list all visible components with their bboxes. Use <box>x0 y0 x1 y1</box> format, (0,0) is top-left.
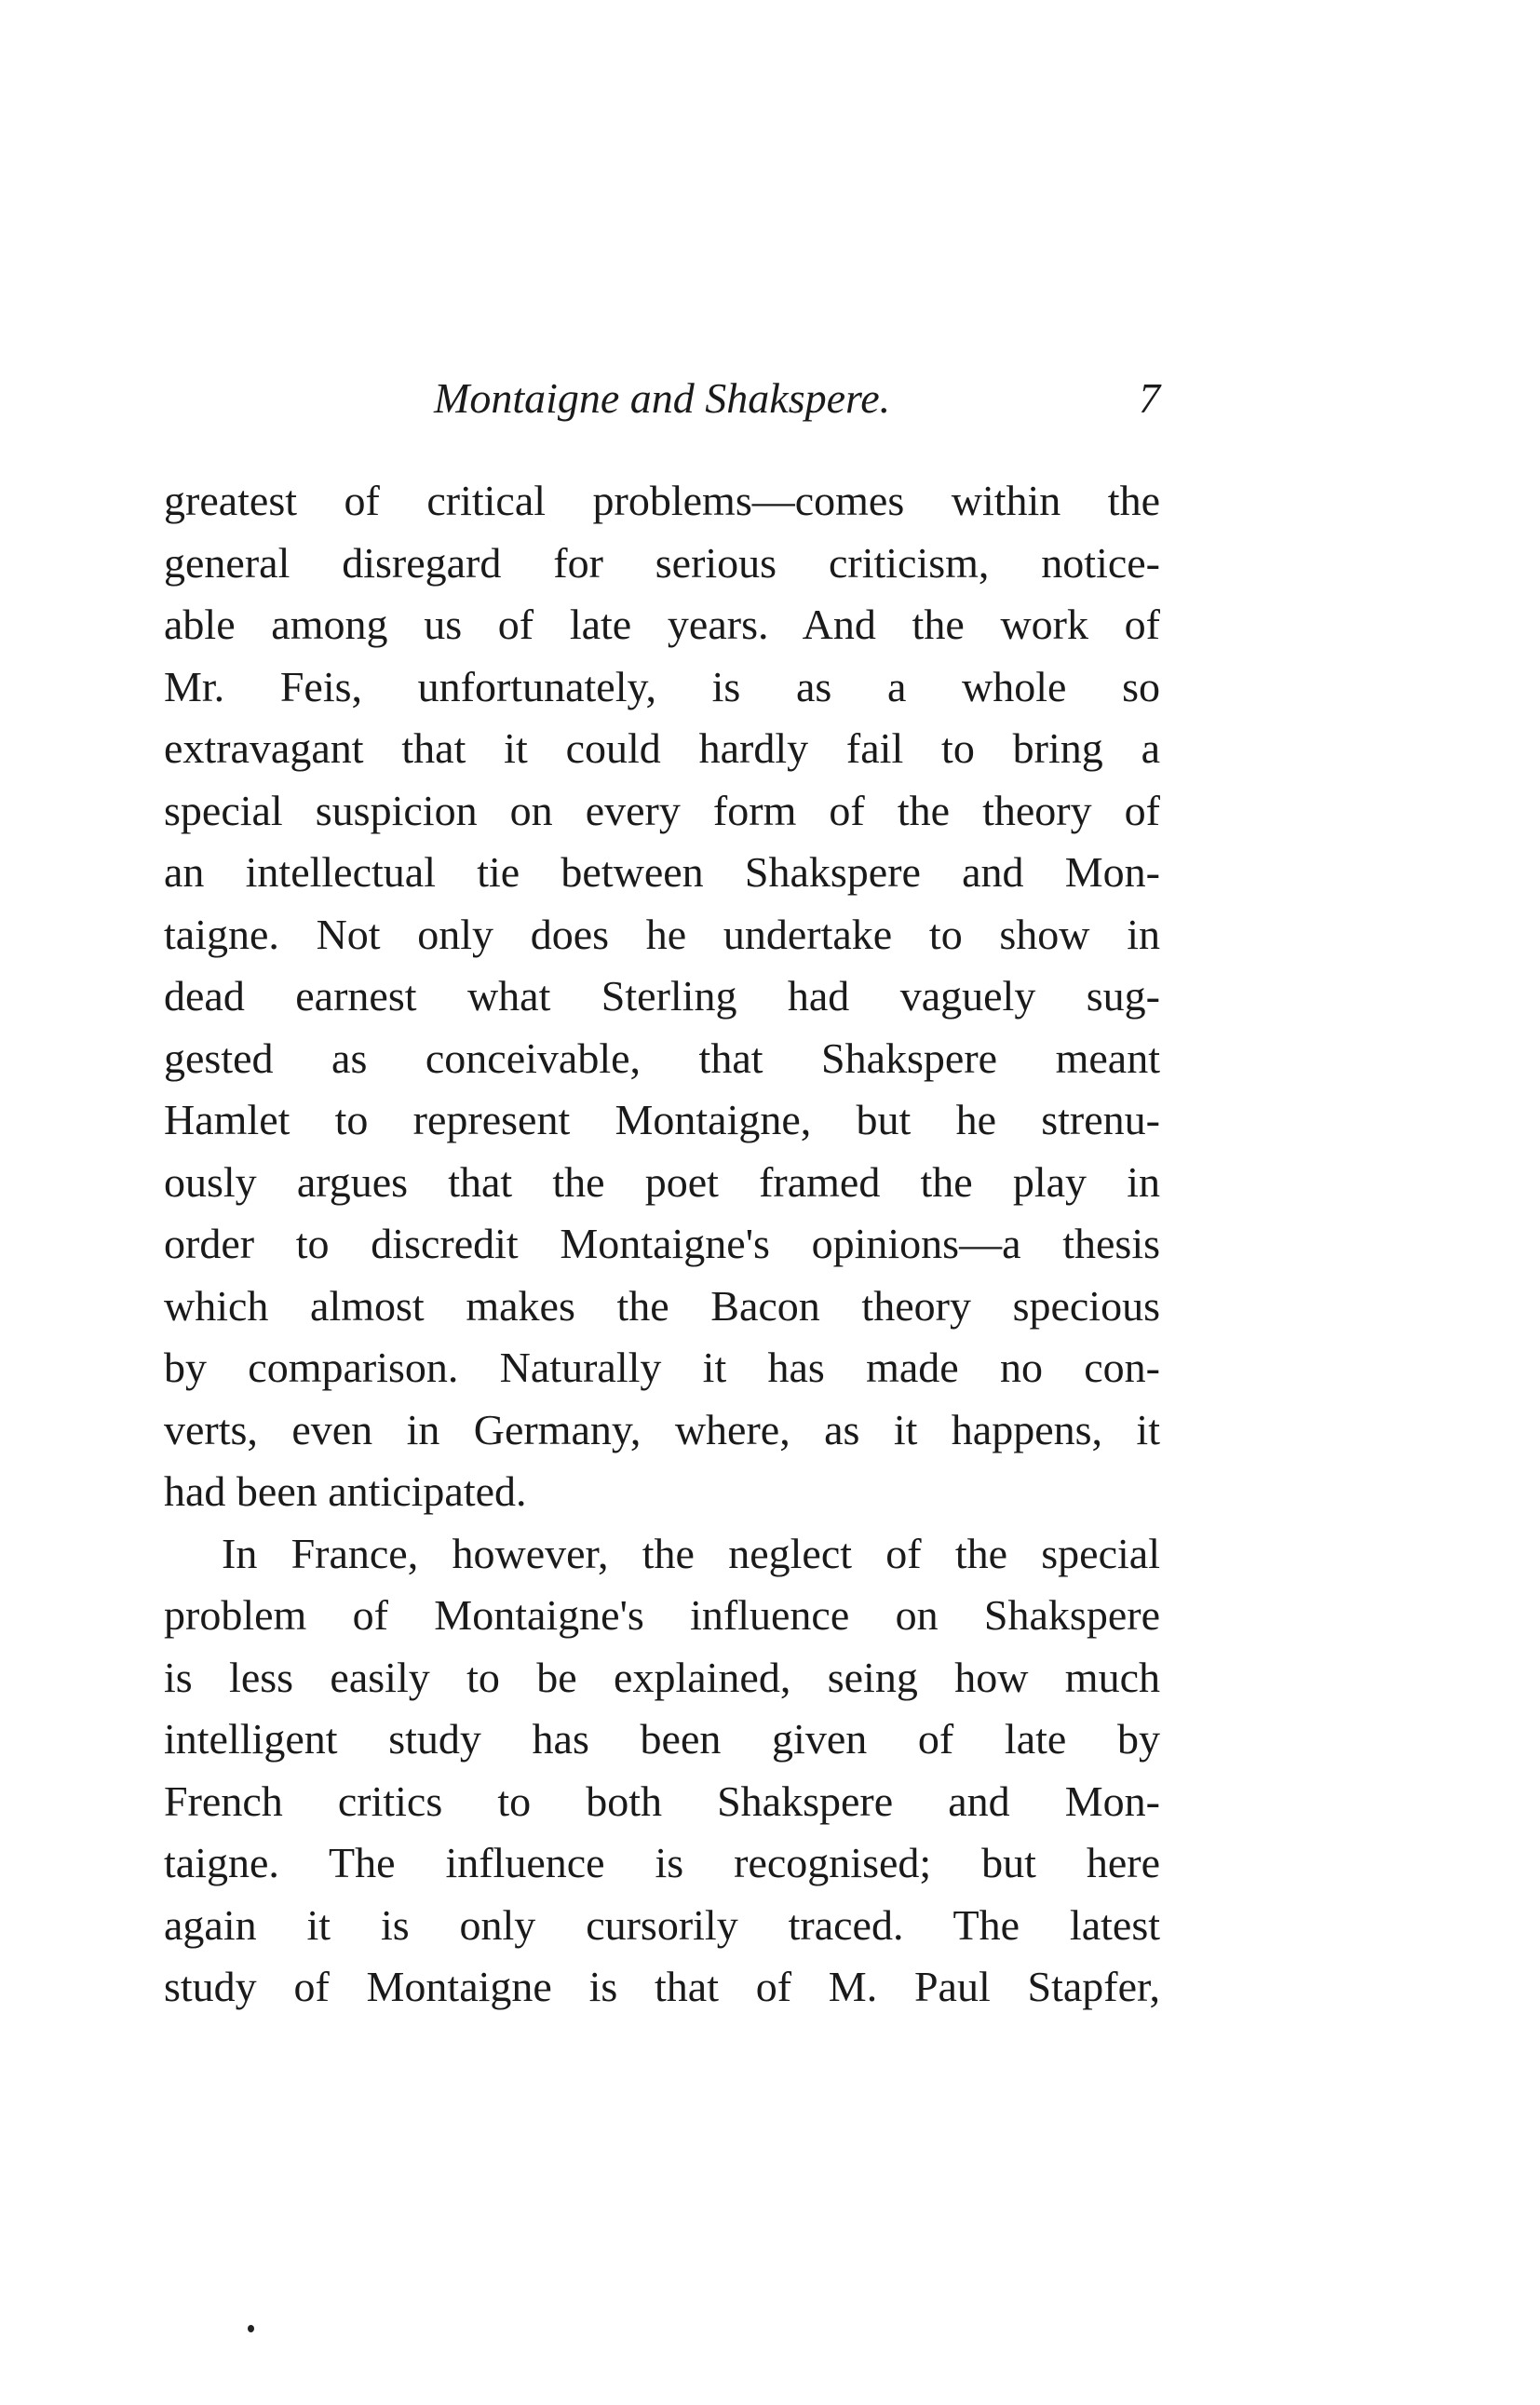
text-line: taigne. Not only does he undertake to show in <box>164 910 1160 958</box>
text-line: verts, even in Germany, where, as it happens, it <box>164 1405 1160 1453</box>
text-line: which almost makes the Bacon theory specious <box>164 1281 1160 1330</box>
text-line: had been anticipated. <box>164 1467 527 1515</box>
text-line: an intellectual tie between Shakspere and Mon- <box>164 848 1160 896</box>
paragraph <box>164 470 1160 1523</box>
text-line: again it is only cursorily traced. The latest <box>164 1900 1160 1949</box>
running-title: Montaigne and Shakspere. <box>434 374 891 422</box>
text-line: extravagant that it could hardly fail to bring a <box>164 724 1160 772</box>
text-line: dead earnest what Sterling had vaguely sug- <box>164 972 1160 1020</box>
text-line: taigne. The influence is recognised; but here <box>164 1839 1160 1886</box>
text-line: Mr. Feis, unfortunately, is as a whole so <box>164 662 1160 710</box>
body-text <box>164 470 1160 2019</box>
text-line: order to discredit Montaigne's opinions—a thesis <box>164 1220 1160 1267</box>
text-line: greatest of critical problems—comes within the <box>164 477 1160 524</box>
paragraph <box>164 1523 1160 2019</box>
page-number: 7 <box>1139 374 1160 422</box>
text-line: able among us of late years. And the work of <box>164 601 1160 648</box>
text-line: Hamlet to represent Montaigne, but he strenu- <box>164 1096 1160 1143</box>
text-line: In France, however, the neglect of the special <box>222 1529 1160 1577</box>
text-line: ously argues that the poet framed the play in <box>164 1157 1160 1206</box>
running-head <box>164 371 1160 426</box>
text-line: intelligent study has been given of late by <box>164 1715 1160 1763</box>
text-line: general disregard for serious criticism, notice- <box>164 538 1160 587</box>
text-line: study of Montaigne is that of M. Paul Stapfer, <box>164 1963 1160 2010</box>
text-line: by comparison. Naturally it has made no con- <box>164 1344 1160 1391</box>
ink-speck <box>248 2325 254 2332</box>
text-line: gested as conceivable, that Shakspere meant <box>164 1034 1160 1082</box>
text-line: French critics to both Shakspere and Mon- <box>164 1777 1160 1825</box>
text-line: special suspicion on every form of the theory of <box>164 786 1160 834</box>
text-line: is less easily to be explained, seing how much <box>164 1653 1160 1701</box>
text-line: problem of Montaigne's influence on Shakspere <box>164 1591 1160 1639</box>
